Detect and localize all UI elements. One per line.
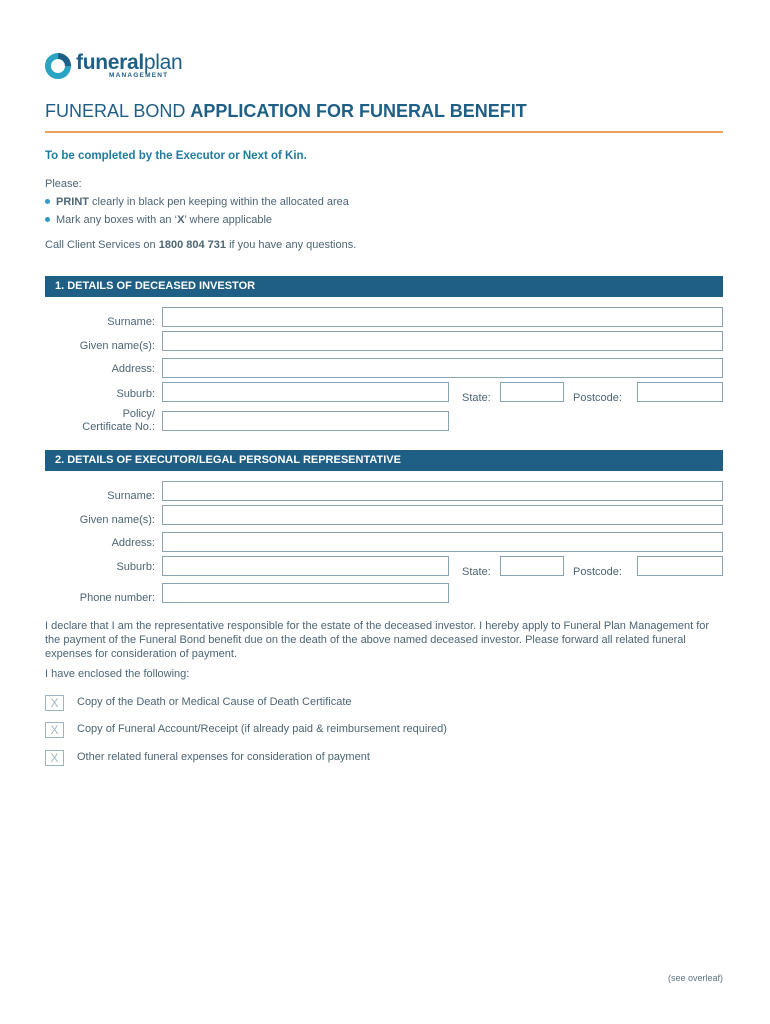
see-overleaf-note: (see overleaf) bbox=[667, 973, 723, 983]
executor-phone-field[interactable] bbox=[162, 583, 449, 603]
executor-state-field[interactable] bbox=[500, 556, 564, 576]
deceased-address-field[interactable] bbox=[162, 358, 723, 378]
deceased-surname-label: Surname: bbox=[107, 316, 155, 328]
brand-logo: funeralplan bbox=[76, 51, 183, 74]
brand-subtitle: MANAGEMENT bbox=[109, 72, 169, 79]
instruction-print: PRINT clearly in black pen keeping within the allocated area bbox=[45, 196, 349, 208]
enclosed-label-death-certificate: Copy of the Death or Medical Cause of Death Certificate bbox=[77, 696, 352, 708]
deceased-state-label: State: bbox=[462, 392, 491, 404]
executor-suburb-field[interactable] bbox=[162, 556, 449, 576]
bullet-icon bbox=[45, 217, 50, 222]
enclosed-checkbox-funeral-account[interactable]: X bbox=[45, 722, 64, 738]
page-title: FUNERAL BOND APPLICATION FOR FUNERAL BENEFIT bbox=[45, 101, 527, 121]
deceased-postcode-label: Postcode: bbox=[573, 392, 622, 404]
enclosed-label-funeral-account: Copy of Funeral Account/Receipt (if already paid & reimbursement required) bbox=[77, 723, 447, 735]
executor-suburb-label: Suburb: bbox=[116, 561, 155, 573]
title-divider bbox=[45, 131, 723, 133]
deceased-surname-field[interactable] bbox=[162, 307, 723, 327]
deceased-suburb-field[interactable] bbox=[162, 382, 449, 402]
deceased-policy-field[interactable] bbox=[162, 411, 449, 431]
executor-state-label: State: bbox=[462, 566, 491, 578]
deceased-state-field[interactable] bbox=[500, 382, 564, 402]
deceased-given-names-field[interactable] bbox=[162, 331, 723, 351]
call-client-services: Call Client Services on 1800 804 731 if you have any questions. bbox=[45, 239, 357, 251]
declaration-text: I declare that I am the representative responsible for the estate of the deceased investor. I hereby apply to Funeral Plan Management for the payment of the Funeral Bond benefit due on the death of the above named deceased investor. Please forward all related funeral expenses for consideration of payment. bbox=[45, 620, 710, 660]
deceased-postcode-field[interactable] bbox=[637, 382, 723, 402]
please-label: Please: bbox=[45, 178, 82, 190]
enclosed-checkbox-death-certificate[interactable]: X bbox=[45, 695, 64, 711]
section-heading-deceased: 1. DETAILS OF DECEASED INVESTOR bbox=[45, 276, 723, 297]
deceased-address-label: Address: bbox=[111, 363, 155, 375]
executor-address-label: Address: bbox=[111, 537, 155, 549]
executor-surname-field[interactable] bbox=[162, 481, 723, 501]
executor-given-names-label: Given name(s): bbox=[79, 514, 155, 526]
executor-given-names-field[interactable] bbox=[162, 505, 723, 525]
executor-postcode-field[interactable] bbox=[637, 556, 723, 576]
executor-phone-label: Phone number: bbox=[79, 592, 155, 604]
bullet-icon bbox=[45, 199, 50, 204]
instruction-mark-boxes: Mark any boxes with an ‘X’ where applicable bbox=[45, 214, 272, 226]
enclosed-heading: I have enclosed the following: bbox=[45, 668, 190, 680]
deceased-policy-label: Policy/ Certificate No.: bbox=[82, 408, 155, 433]
section-heading-executor: 2. DETAILS OF EXECUTOR/LEGAL PERSONAL REPRESENTATIVE bbox=[45, 450, 723, 471]
completed-by-note: To be completed by the Executor or Next of Kin. bbox=[45, 150, 307, 162]
deceased-suburb-label: Suburb: bbox=[116, 388, 155, 400]
enclosed-label-other-expenses: Other related funeral expenses for consideration of payment bbox=[77, 751, 370, 763]
executor-address-field[interactable] bbox=[162, 532, 723, 552]
enclosed-checkbox-other-expenses[interactable]: X bbox=[45, 750, 64, 766]
executor-postcode-label: Postcode: bbox=[573, 566, 622, 578]
deceased-given-names-label: Given name(s): bbox=[79, 340, 155, 352]
executor-surname-label: Surname: bbox=[107, 490, 155, 502]
logo-icon bbox=[44, 52, 72, 80]
